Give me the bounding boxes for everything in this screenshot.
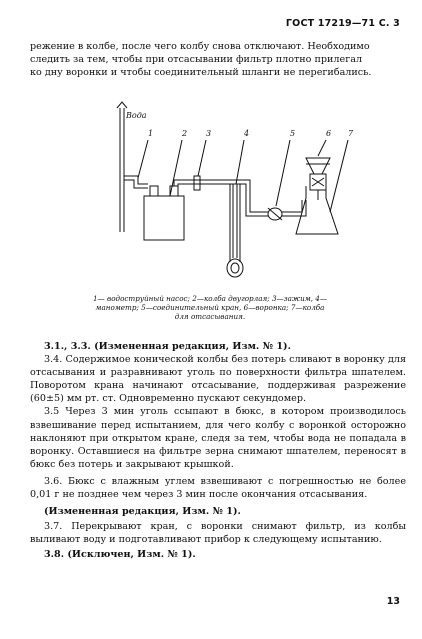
caption-line: для отсасывания. bbox=[174, 312, 246, 322]
paragraph-3-5: 3.5 Через 3 мин уголь ссыпают в бюкс, в котором производилось взвешивание перед испытанием, для чего колбу с воронкой осторожно наклоняют при открытом кране, следя за тем, чтобы вода не попадала в воронку. Оставшиеся на фильтре зерна снимают шпателем, переносят в бюкс без потерь и закрывают крышкой. bbox=[30, 406, 406, 470]
figure-number: 4 bbox=[244, 129, 250, 138]
funnel bbox=[306, 158, 330, 174]
page-header: ГОСТ 17219—71 С. 3 bbox=[285, 18, 400, 29]
suction-flask bbox=[296, 186, 338, 234]
figure-number: 7 bbox=[348, 129, 354, 138]
clamp bbox=[194, 176, 200, 190]
text-line: режение в колбе, после чего колбу снова отключают. Необходимо bbox=[30, 41, 370, 52]
figure-number: 6 bbox=[326, 129, 332, 138]
caption-line: 1— водоструйный насос; 2—колба двугорлая; 3—зажим, 4— bbox=[92, 294, 328, 303]
caption-line: манометр; 5—соединительный кран, 6—воронка; 7—колба bbox=[95, 303, 325, 313]
page-number: 13 bbox=[386, 596, 400, 607]
paragraph-3-6: 3.6. Бюкс с влажным углем взвешивают с погрешностью не более 0,01 г не позднее чем через 3 мин после окончания отсасывания. bbox=[30, 475, 406, 501]
figure-number: 2 bbox=[182, 129, 188, 138]
text-line: следить за тем, чтобы при отсасывании фильтр плотно прилегал bbox=[30, 54, 363, 66]
paragraph-3-4: 3.4. Содержимое конической колбы без потерь сливают в воронку для отсасывания и разравнивают уголь по поверхности фильтра шпателем. Поворотом крана начинают отсасывание, поддерживая разрежение (60±5) мм рт. ст. Одновременно пускают секундомер. bbox=[30, 354, 406, 405]
figure-caption bbox=[60, 294, 360, 322]
revision-note: (Измененная редакция, Изм. № 1). bbox=[44, 506, 241, 518]
figure-number: 3 bbox=[206, 129, 212, 138]
two-neck-flask bbox=[144, 196, 184, 240]
arrow-icon bbox=[117, 102, 127, 108]
paragraph-3-1: 3.1., 3.3. (Измененная редакция, Изм. № 1). bbox=[44, 341, 291, 352]
figure-number: 5 bbox=[290, 129, 296, 138]
text-line: ко дну воронки и чтобы соединительный шланги не перегибались. bbox=[30, 67, 372, 79]
figure-number: 1 bbox=[148, 129, 154, 138]
water-label: Вода bbox=[126, 111, 147, 120]
paragraph-3-8: 3.8. (Исключен, Изм. № 1). bbox=[44, 549, 196, 561]
body-text bbox=[30, 340, 406, 562]
paragraph-3-7: 3.7. Перекрывают кран, с воронки снимают фильтр, из колбы выливают воду и подготавливают прибор к следующему испытанию. bbox=[30, 521, 406, 546]
